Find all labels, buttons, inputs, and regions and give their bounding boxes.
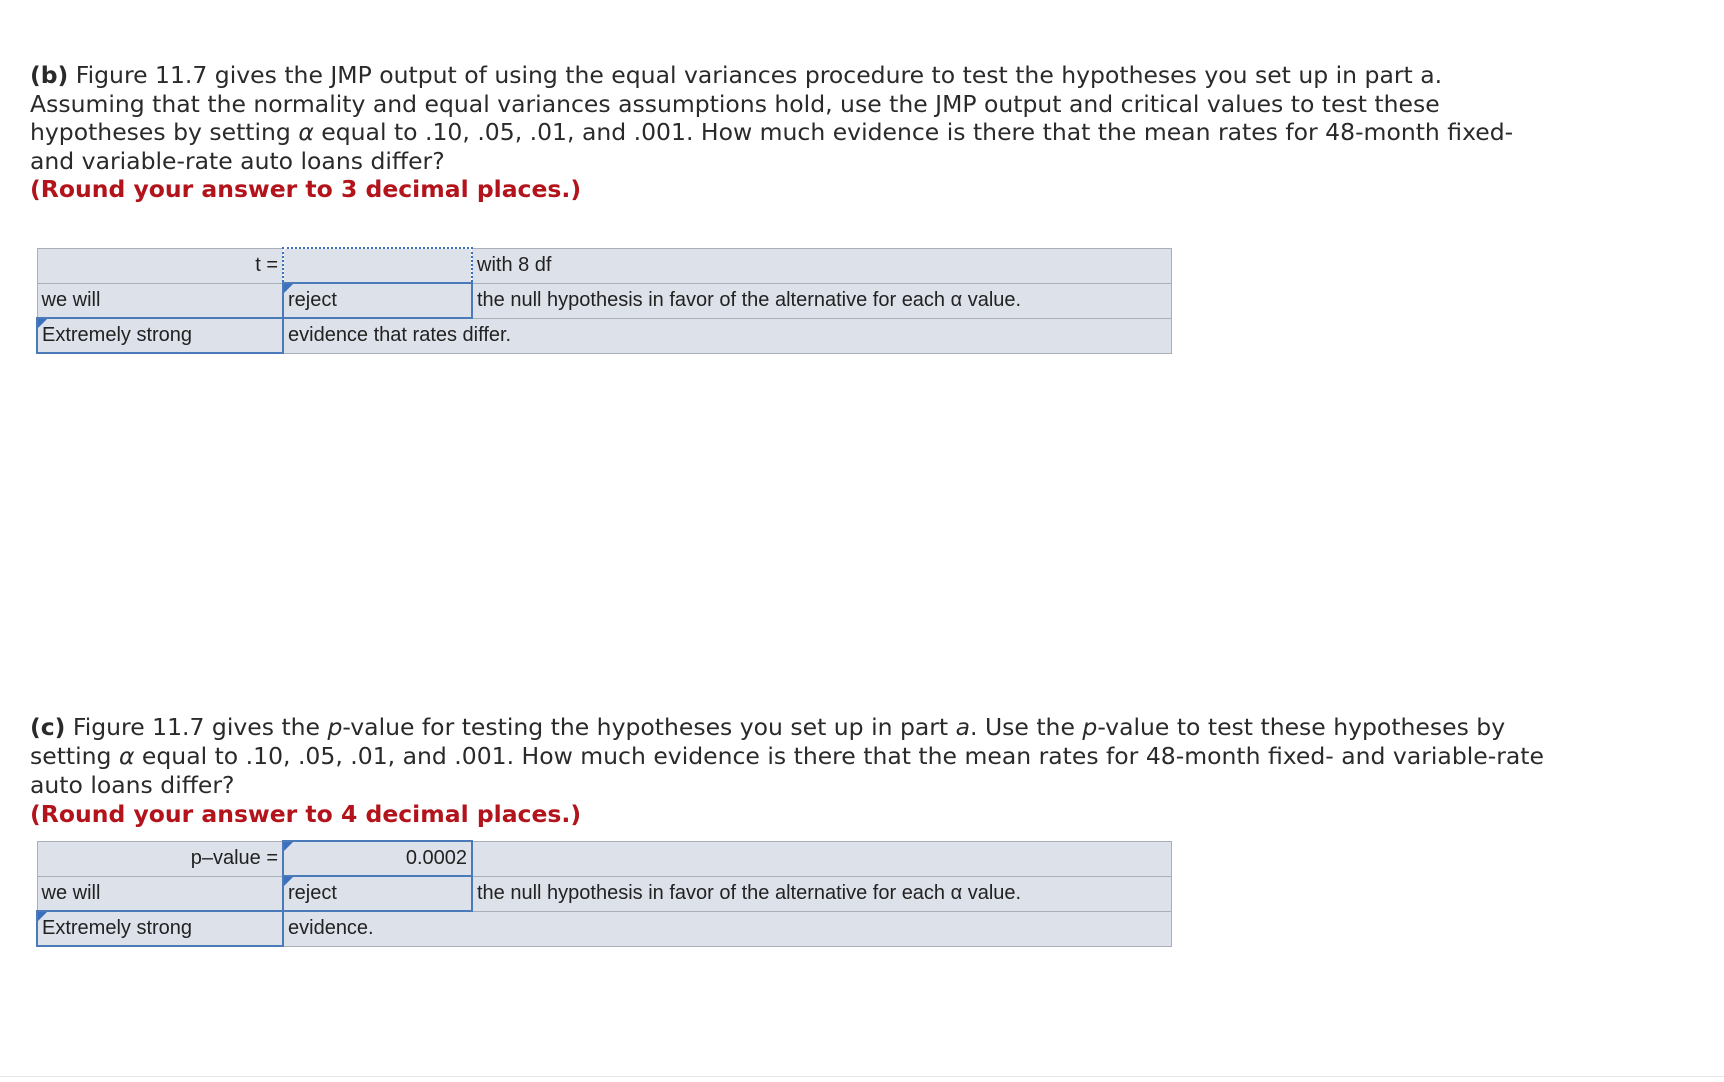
p-value-value: 0.0002 [405, 847, 467, 869]
evidence-value: Extremely strong [42, 917, 193, 939]
part-c-question [30, 713, 1550, 829]
part-c-round-note: (Round your answer to 4 decimal places.) [30, 800, 582, 828]
alpha-symbol: α [118, 742, 135, 770]
part-c-text-1: Figure 11.7 gives the [72, 713, 328, 741]
we-will-label: we will [37, 876, 283, 911]
part-b-label: (b) [30, 61, 69, 89]
p-value-input[interactable] [283, 841, 472, 876]
part-c-label: (c) [30, 713, 66, 741]
dropdown-marker-icon [284, 877, 293, 886]
decision-value: reject [288, 882, 337, 904]
decision-text: the null hypothesis in favor of the alternative for each α value. [472, 283, 1171, 318]
t-label: t = [37, 248, 283, 283]
decision-row [37, 283, 1171, 318]
evidence-select[interactable] [37, 318, 283, 353]
evidence-value: Extremely strong [42, 324, 193, 346]
p-italic-2: p [1082, 713, 1098, 741]
part-b-text-1: Figure 11.7 gives the JMP output of using the equal variances procedure to test the hypotheses you set up in part a. Assuming that the normality and equal variances assumptions hold, use the JMP output and critical values to test these hypotheses by setting [30, 61, 1443, 146]
p-value-spacer [472, 841, 1171, 876]
part-c-text-4: -value to test these hypotheses by setting [30, 713, 1506, 770]
part-b-round-note: (Round your answer to 3 decimal places.) [30, 175, 582, 203]
dropdown-marker-icon [284, 284, 293, 293]
evidence-select[interactable] [37, 911, 283, 946]
bottom-divider [0, 1076, 1724, 1077]
t-stat-row [37, 248, 1171, 283]
part-c-text-5: equal to .10, .05, .01, and .001. How much evidence is there that the mean rates for 48-month fixed- and variable-rate auto loans differ? [30, 742, 1544, 799]
p-value-label: p–value = [37, 841, 283, 876]
part-c-answer-table [36, 840, 1172, 947]
evidence-text: evidence. [283, 911, 1171, 946]
part-b-text-2: equal to .10, .05, .01, and .001. How much evidence is there that the mean rates for 48-month fixed- and variable-rate auto loans differ? [30, 118, 1514, 175]
decision-select[interactable] [283, 876, 472, 911]
p-italic: p [327, 713, 343, 741]
we-will-label: we will [37, 283, 283, 318]
t-value-input[interactable] [283, 248, 472, 283]
alpha-symbol: α [298, 118, 314, 146]
dropdown-marker-icon [38, 912, 47, 921]
part-b-question [30, 61, 1550, 204]
part-b-answer-table [36, 247, 1172, 354]
df-text: with 8 df [472, 248, 1171, 283]
a-italic: a [955, 713, 971, 741]
decision-select[interactable] [283, 283, 472, 318]
evidence-text: evidence that rates differ. [283, 318, 1171, 353]
part-c-text-2: -value for testing the hypotheses you set up in part [342, 713, 956, 741]
dropdown-marker-icon [38, 319, 47, 328]
part-c-text-3: . Use the [970, 713, 1083, 741]
p-value-row [37, 841, 1171, 876]
decision-text: the null hypothesis in favor of the alternative for each α value. [472, 876, 1171, 911]
evidence-row [37, 911, 1171, 946]
decision-row [37, 876, 1171, 911]
decision-value: reject [288, 289, 337, 311]
evidence-row [37, 318, 1171, 353]
field-marker-icon [284, 842, 293, 851]
